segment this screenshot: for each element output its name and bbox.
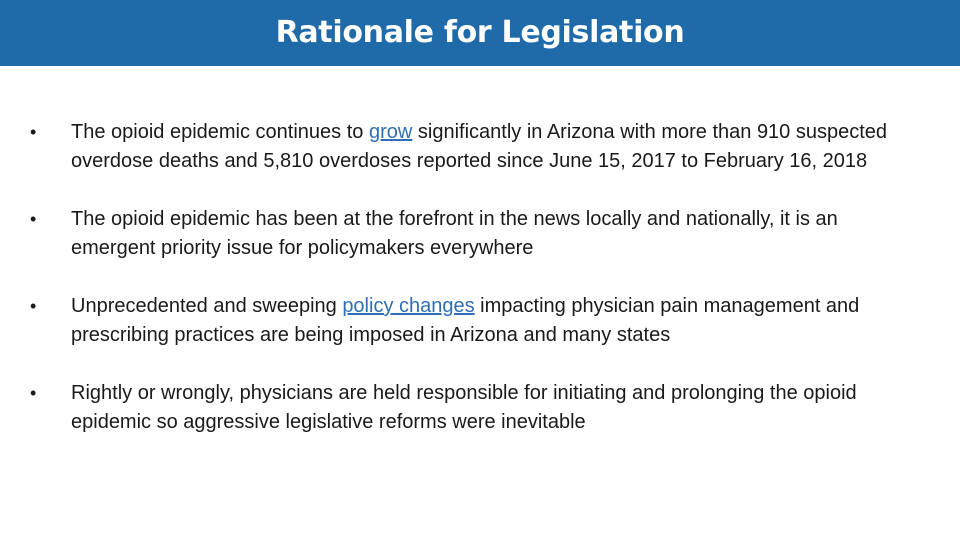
bullet-marker: • xyxy=(30,296,37,316)
bullet-marker: • xyxy=(30,122,37,142)
slide-title: Rationale for Legislation xyxy=(275,14,685,50)
policy-changes-link[interactable]: policy changes xyxy=(342,295,475,317)
bullet-item-responsibility xyxy=(0,379,960,437)
bullet-marker: • xyxy=(30,209,37,229)
bullet-list xyxy=(0,118,960,466)
grow-link[interactable]: grow xyxy=(368,121,413,143)
title-bar xyxy=(0,0,960,66)
bullet-text: The opioid epidemic has been at the forefront in the news locally and nationally, it is an emergent priority issue for policymakers everywhere xyxy=(71,208,838,259)
bullet-text: Rightly or wrongly, physicians are held responsible for initiating and prolonging the opioid epidemic so aggressive legislative reforms were inevitable xyxy=(71,382,857,433)
bullet-item-grow xyxy=(0,118,960,176)
bullet-text: The opioid epidemic continues to grow significantly in Arizona with more than 910 suspected overdose deaths and 5,810 overdoses reported since June 15, 2017 to February 16, 2018 xyxy=(71,121,888,172)
bullet-text: Unprecedented and sweeping policy changes impacting physician pain management and prescribing practices are being imposed in Arizona and many states xyxy=(71,295,860,346)
bullet-item-policy xyxy=(0,292,960,350)
bullet-item-forefront xyxy=(0,205,960,263)
bullet-marker: • xyxy=(30,383,37,403)
